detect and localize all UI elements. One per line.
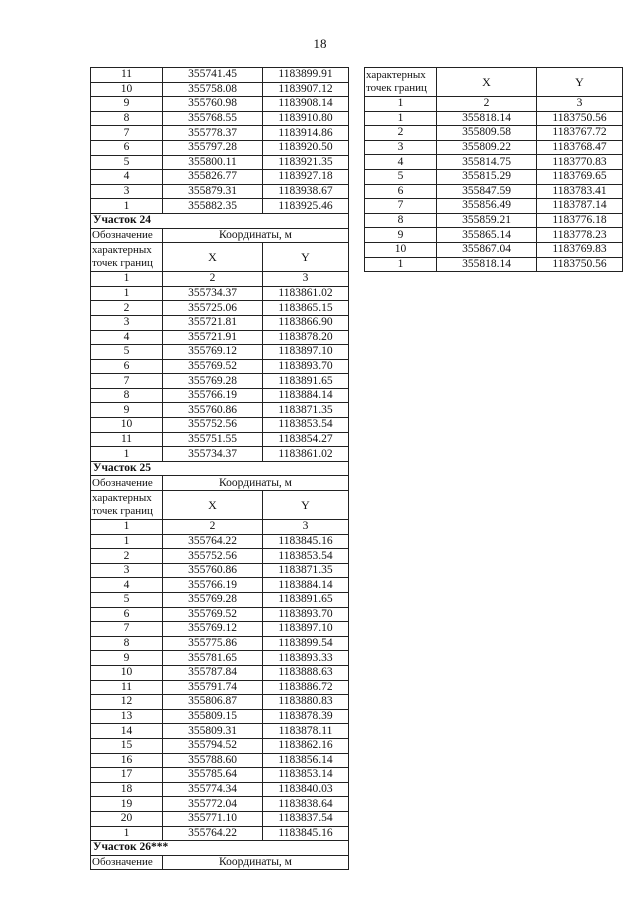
point-number-cell: 16 xyxy=(91,753,163,768)
x-coordinate-cell: 355847.59 xyxy=(437,184,537,199)
x-coordinate-cell: 355769.12 xyxy=(163,622,263,637)
table-row xyxy=(91,680,349,695)
y-coordinate-cell: 1183888.63 xyxy=(263,665,349,680)
x-coordinate-cell: 355752.56 xyxy=(163,549,263,564)
x-coordinate-cell: 355721.81 xyxy=(163,315,263,330)
point-number-cell: 5 xyxy=(91,345,163,360)
y-coordinate-cell: 1183767.72 xyxy=(537,126,623,141)
point-number-cell: 13 xyxy=(91,709,163,724)
x-coordinate-cell: 355814.75 xyxy=(437,155,537,170)
table-row xyxy=(365,155,623,170)
table-row xyxy=(91,272,349,287)
point-number-cell: 5 xyxy=(91,155,163,170)
point-number-cell: 1 xyxy=(91,447,163,462)
table-row xyxy=(91,403,349,418)
table-row xyxy=(91,301,349,316)
coordinates-header: Координаты, м xyxy=(163,855,349,870)
x-coordinate-cell: 355721.91 xyxy=(163,330,263,345)
point-number-cell: 9 xyxy=(365,228,437,243)
table-row xyxy=(365,126,623,141)
y-coordinate-cell: 1183853.54 xyxy=(263,418,349,433)
point-number-cell: 10 xyxy=(91,418,163,433)
x-coordinate-cell: 355809.58 xyxy=(437,126,537,141)
y-coordinate-cell: 1183750.56 xyxy=(537,111,623,126)
point-number-cell: 4 xyxy=(91,330,163,345)
x-coordinate-cell: 355800.11 xyxy=(163,155,263,170)
point-number-cell: 4 xyxy=(91,170,163,185)
table-row xyxy=(91,199,349,214)
x-coordinate-cell: 355826.77 xyxy=(163,170,263,185)
x-header: X xyxy=(163,491,263,520)
x-coordinate-cell: 355809.31 xyxy=(163,724,263,739)
table-row xyxy=(91,228,349,243)
table-row xyxy=(365,169,623,184)
section-title: Участок 25 xyxy=(91,461,349,476)
designation-label: Обозначение xyxy=(91,228,163,243)
table-row xyxy=(91,111,349,126)
x-coordinate-cell: 355760.86 xyxy=(163,403,263,418)
x-coordinate-cell: 355856.49 xyxy=(437,199,537,214)
points-label: характерных точек границ xyxy=(91,243,163,272)
table-row xyxy=(91,738,349,753)
table-row xyxy=(91,359,349,374)
point-number-cell: 7 xyxy=(365,199,437,214)
column-number: 3 xyxy=(263,272,349,287)
page-number: 18 xyxy=(313,36,327,51)
y-coordinate-cell: 1183838.64 xyxy=(263,797,349,812)
point-number-cell: 1 xyxy=(91,534,163,549)
y-coordinate-cell: 1183853.14 xyxy=(263,768,349,783)
x-coordinate-cell: 355818.14 xyxy=(437,257,537,272)
x-header: X xyxy=(163,243,263,272)
table-row xyxy=(91,491,349,520)
point-number-cell: 11 xyxy=(91,680,163,695)
column-number: 2 xyxy=(163,520,263,535)
x-header: X xyxy=(437,68,537,97)
y-coordinate-cell: 1183910.80 xyxy=(263,111,349,126)
table-row xyxy=(365,213,623,228)
x-coordinate-cell: 355785.64 xyxy=(163,768,263,783)
x-coordinate-cell: 355769.12 xyxy=(163,345,263,360)
table-row xyxy=(91,155,349,170)
y-coordinate-cell: 1183861.02 xyxy=(263,447,349,462)
y-coordinate-cell: 1183769.65 xyxy=(537,169,623,184)
coordinates-header: Координаты, м xyxy=(163,476,349,491)
x-coordinate-cell: 355809.15 xyxy=(163,709,263,724)
point-number-cell: 2 xyxy=(365,126,437,141)
table-row xyxy=(91,374,349,389)
point-number-cell: 4 xyxy=(365,155,437,170)
point-number-cell: 20 xyxy=(91,811,163,826)
y-coordinate-cell: 1183840.03 xyxy=(263,782,349,797)
point-number-cell: 8 xyxy=(91,388,163,403)
y-coordinate-cell: 1183893.70 xyxy=(263,359,349,374)
table-row xyxy=(365,140,623,155)
y-coordinate-cell: 1183907.12 xyxy=(263,82,349,97)
x-coordinate-cell: 355768.55 xyxy=(163,111,263,126)
table-row xyxy=(91,593,349,608)
x-coordinate-cell: 355751.55 xyxy=(163,432,263,447)
x-coordinate-cell: 355879.31 xyxy=(163,184,263,199)
point-number-cell: 10 xyxy=(365,242,437,257)
column-number: 1 xyxy=(91,272,163,287)
y-coordinate-cell: 1183891.65 xyxy=(263,374,349,389)
point-number-cell: 3 xyxy=(91,184,163,199)
x-coordinate-cell: 355769.28 xyxy=(163,374,263,389)
y-coordinate-cell: 1183856.14 xyxy=(263,753,349,768)
point-number-cell: 14 xyxy=(91,724,163,739)
x-coordinate-cell: 355758.08 xyxy=(163,82,263,97)
x-coordinate-cell: 355734.37 xyxy=(163,447,263,462)
y-coordinate-cell: 1183878.39 xyxy=(263,709,349,724)
point-number-cell: 15 xyxy=(91,738,163,753)
column-number: 3 xyxy=(537,97,623,112)
y-coordinate-cell: 1183853.54 xyxy=(263,549,349,564)
x-coordinate-cell: 355734.37 xyxy=(163,286,263,301)
y-coordinate-cell: 1183861.02 xyxy=(263,286,349,301)
x-coordinate-cell: 355760.98 xyxy=(163,97,263,112)
table-row xyxy=(91,315,349,330)
point-number-cell: 8 xyxy=(91,111,163,126)
table-row xyxy=(91,184,349,199)
x-coordinate-cell: 355794.52 xyxy=(163,738,263,753)
y-coordinate-cell: 1183925.46 xyxy=(263,199,349,214)
y-coordinate-cell: 1183899.54 xyxy=(263,636,349,651)
point-number-cell: 6 xyxy=(91,359,163,374)
x-coordinate-cell: 355815.29 xyxy=(437,169,537,184)
table-row xyxy=(91,724,349,739)
designation-label: Обозначение xyxy=(91,855,163,870)
y-coordinate-cell: 1183865.15 xyxy=(263,301,349,316)
table-row xyxy=(91,651,349,666)
table-row xyxy=(91,768,349,783)
table-row xyxy=(91,665,349,680)
y-coordinate-cell: 1183854.27 xyxy=(263,432,349,447)
y-coordinate-cell: 1183899.91 xyxy=(263,68,349,83)
point-number-cell: 1 xyxy=(91,286,163,301)
x-coordinate-cell: 355766.19 xyxy=(163,388,263,403)
table-row xyxy=(91,388,349,403)
table-row xyxy=(365,111,623,126)
table-row xyxy=(365,257,623,272)
table-row xyxy=(91,534,349,549)
table-row xyxy=(91,68,349,83)
x-coordinate-cell: 355752.56 xyxy=(163,418,263,433)
point-number-cell: 18 xyxy=(91,782,163,797)
table-row xyxy=(365,97,623,112)
column-number: 2 xyxy=(437,97,537,112)
x-coordinate-cell: 355772.04 xyxy=(163,797,263,812)
y-coordinate-cell: 1183776.18 xyxy=(537,213,623,228)
point-number-cell: 10 xyxy=(91,82,163,97)
column-number: 3 xyxy=(263,520,349,535)
y-coordinate-cell: 1183921.35 xyxy=(263,155,349,170)
coordinates-header: Координаты, м xyxy=(163,228,349,243)
y-coordinate-cell: 1183845.16 xyxy=(263,534,349,549)
table-row xyxy=(91,811,349,826)
y-coordinate-cell: 1183787.14 xyxy=(537,199,623,214)
point-number-cell: 11 xyxy=(91,432,163,447)
y-coordinate-cell: 1183769.83 xyxy=(537,242,623,257)
y-header: Y xyxy=(537,68,623,97)
point-number-cell: 9 xyxy=(91,97,163,112)
point-number-cell: 3 xyxy=(91,315,163,330)
y-coordinate-cell: 1183866.90 xyxy=(263,315,349,330)
table-row xyxy=(91,418,349,433)
table-row xyxy=(91,432,349,447)
y-coordinate-cell: 1183886.72 xyxy=(263,680,349,695)
point-number-cell: 6 xyxy=(91,140,163,155)
table-row xyxy=(91,461,349,476)
table-row xyxy=(91,826,349,841)
point-number-cell: 2 xyxy=(91,549,163,564)
table-row xyxy=(91,97,349,112)
point-number-cell: 6 xyxy=(365,184,437,199)
coordinates-table-right xyxy=(364,67,623,272)
point-number-cell: 2 xyxy=(91,301,163,316)
point-number-cell: 12 xyxy=(91,695,163,710)
x-coordinate-cell: 355741.45 xyxy=(163,68,263,83)
table-row xyxy=(365,68,623,97)
x-coordinate-cell: 355769.52 xyxy=(163,607,263,622)
table-row xyxy=(91,140,349,155)
table-row xyxy=(91,476,349,491)
point-number-cell: 1 xyxy=(91,199,163,214)
table-row xyxy=(91,578,349,593)
table-row xyxy=(91,607,349,622)
point-number-cell: 8 xyxy=(365,213,437,228)
x-coordinate-cell: 355859.21 xyxy=(437,213,537,228)
table-row xyxy=(91,753,349,768)
y-coordinate-cell: 1183878.11 xyxy=(263,724,349,739)
x-coordinate-cell: 355867.04 xyxy=(437,242,537,257)
table-row xyxy=(91,563,349,578)
point-number-cell: 9 xyxy=(91,403,163,418)
table-row xyxy=(365,184,623,199)
point-number-cell: 17 xyxy=(91,768,163,783)
x-coordinate-cell: 355787.84 xyxy=(163,665,263,680)
y-coordinate-cell: 1183938.67 xyxy=(263,184,349,199)
table-row xyxy=(365,228,623,243)
x-coordinate-cell: 355806.87 xyxy=(163,695,263,710)
table-row xyxy=(91,82,349,97)
x-coordinate-cell: 355791.74 xyxy=(163,680,263,695)
y-coordinate-cell: 1183778.23 xyxy=(537,228,623,243)
y-coordinate-cell: 1183893.33 xyxy=(263,651,349,666)
x-coordinate-cell: 355766.19 xyxy=(163,578,263,593)
table-row xyxy=(91,797,349,812)
y-coordinate-cell: 1183914.86 xyxy=(263,126,349,141)
column-number: 2 xyxy=(163,272,263,287)
table-row xyxy=(91,782,349,797)
table-row xyxy=(365,242,623,257)
table-row xyxy=(91,695,349,710)
y-coordinate-cell: 1183837.54 xyxy=(263,811,349,826)
y-header: Y xyxy=(263,243,349,272)
x-coordinate-cell: 355778.37 xyxy=(163,126,263,141)
point-number-cell: 7 xyxy=(91,126,163,141)
x-coordinate-cell: 355771.10 xyxy=(163,811,263,826)
section-title: Участок 24 xyxy=(91,213,349,228)
point-number-cell: 1 xyxy=(91,826,163,841)
y-header: Y xyxy=(263,491,349,520)
column-number: 1 xyxy=(365,97,437,112)
point-number-cell: 3 xyxy=(91,563,163,578)
x-coordinate-cell: 355769.52 xyxy=(163,359,263,374)
y-coordinate-cell: 1183878.20 xyxy=(263,330,349,345)
designation-label: Обозначение xyxy=(91,476,163,491)
y-coordinate-cell: 1183927.18 xyxy=(263,170,349,185)
table-row xyxy=(91,709,349,724)
table-row xyxy=(91,243,349,272)
x-coordinate-cell: 355764.22 xyxy=(163,534,263,549)
point-number-cell: 7 xyxy=(91,622,163,637)
y-coordinate-cell: 1183893.70 xyxy=(263,607,349,622)
y-coordinate-cell: 1183884.14 xyxy=(263,578,349,593)
point-number-cell: 9 xyxy=(91,651,163,666)
y-coordinate-cell: 1183897.10 xyxy=(263,622,349,637)
y-coordinate-cell: 1183891.65 xyxy=(263,593,349,608)
y-coordinate-cell: 1183862.16 xyxy=(263,738,349,753)
y-coordinate-cell: 1183897.10 xyxy=(263,345,349,360)
table-row xyxy=(91,170,349,185)
point-number-cell: 11 xyxy=(91,68,163,83)
x-coordinate-cell: 355760.86 xyxy=(163,563,263,578)
table-row xyxy=(91,330,349,345)
point-number-cell: 4 xyxy=(91,578,163,593)
x-coordinate-cell: 355882.35 xyxy=(163,199,263,214)
coordinates-table-left xyxy=(90,67,349,870)
point-number-cell: 7 xyxy=(91,374,163,389)
point-number-cell: 5 xyxy=(365,169,437,184)
table-row xyxy=(91,520,349,535)
y-coordinate-cell: 1183750.56 xyxy=(537,257,623,272)
y-coordinate-cell: 1183770.83 xyxy=(537,155,623,170)
table-row xyxy=(91,345,349,360)
points-label: характерных точек границ xyxy=(365,68,437,97)
x-coordinate-cell: 355865.14 xyxy=(437,228,537,243)
x-coordinate-cell: 355769.28 xyxy=(163,593,263,608)
table-row xyxy=(365,199,623,214)
point-number-cell: 1 xyxy=(365,111,437,126)
table-row xyxy=(91,636,349,651)
y-coordinate-cell: 1183880.83 xyxy=(263,695,349,710)
y-coordinate-cell: 1183768.47 xyxy=(537,140,623,155)
table-row xyxy=(91,126,349,141)
point-number-cell: 3 xyxy=(365,140,437,155)
column-number: 1 xyxy=(91,520,163,535)
x-coordinate-cell: 355797.28 xyxy=(163,140,263,155)
x-coordinate-cell: 355818.14 xyxy=(437,111,537,126)
table-row xyxy=(91,855,349,870)
table-row xyxy=(91,841,349,856)
y-coordinate-cell: 1183920.50 xyxy=(263,140,349,155)
point-number-cell: 6 xyxy=(91,607,163,622)
y-coordinate-cell: 1183871.35 xyxy=(263,403,349,418)
section-title: Участок 26*** xyxy=(91,841,349,856)
point-number-cell: 1 xyxy=(365,257,437,272)
points-label: характерных точек границ xyxy=(91,491,163,520)
table-row xyxy=(91,447,349,462)
x-coordinate-cell: 355809.22 xyxy=(437,140,537,155)
point-number-cell: 19 xyxy=(91,797,163,812)
x-coordinate-cell: 355775.86 xyxy=(163,636,263,651)
x-coordinate-cell: 355725.06 xyxy=(163,301,263,316)
y-coordinate-cell: 1183884.14 xyxy=(263,388,349,403)
point-number-cell: 10 xyxy=(91,665,163,680)
x-coordinate-cell: 355788.60 xyxy=(163,753,263,768)
table-row xyxy=(91,622,349,637)
table-row xyxy=(91,549,349,564)
table-row xyxy=(91,286,349,301)
y-coordinate-cell: 1183845.16 xyxy=(263,826,349,841)
table-row xyxy=(91,213,349,228)
x-coordinate-cell: 355774.34 xyxy=(163,782,263,797)
y-coordinate-cell: 1183783.41 xyxy=(537,184,623,199)
y-coordinate-cell: 1183871.35 xyxy=(263,563,349,578)
point-number-cell: 5 xyxy=(91,593,163,608)
x-coordinate-cell: 355781.65 xyxy=(163,651,263,666)
x-coordinate-cell: 355764.22 xyxy=(163,826,263,841)
point-number-cell: 8 xyxy=(91,636,163,651)
y-coordinate-cell: 1183908.14 xyxy=(263,97,349,112)
